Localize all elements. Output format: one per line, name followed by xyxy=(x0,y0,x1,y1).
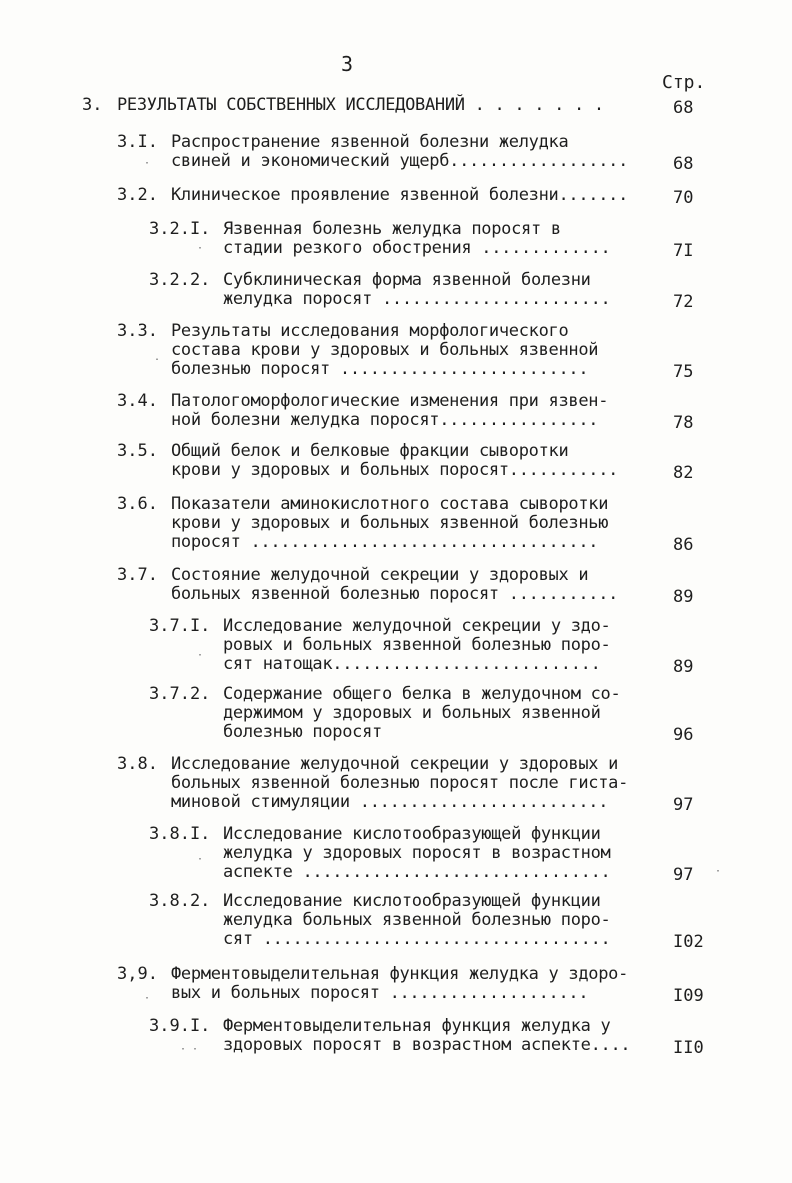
toc-entry-page: I09 xyxy=(673,986,704,1006)
toc-entry-number: 3,9. xyxy=(117,964,158,984)
toc-entry-line: Исследование кислотообразующей функции xyxy=(223,824,601,844)
toc-entry-page: 89 xyxy=(673,587,694,607)
toc-entry-page: 82 xyxy=(673,463,694,483)
toc-entry-line: аспекте ............................... xyxy=(223,862,611,882)
toc-entry-page: 68 xyxy=(673,98,694,118)
toc-entry-line: Ферментовыделительная функция желудка у xyxy=(223,1016,611,1036)
toc-entry-number: 3.8. xyxy=(117,754,158,774)
toc-entry-number: 3.7.I. xyxy=(149,616,211,636)
toc-entry-line: Показатели аминокислотного состава сыворотки xyxy=(171,494,609,514)
toc-entry-number: 3.2. xyxy=(117,185,158,205)
toc-entry-line: состава крови у здоровых и больных язвенной xyxy=(171,340,599,360)
toc-entry-number: 3.6. xyxy=(117,494,158,514)
toc-entry-number: 3.5. xyxy=(117,441,158,461)
toc-entry-line: желудка поросят ....................... xyxy=(223,289,611,309)
toc-entry-line: ровых и больных язвенной болезнью поро- xyxy=(223,635,611,655)
page-number: 3 xyxy=(341,52,354,76)
toc-entry-line: больных язвенной болезнью поросят ........... xyxy=(171,584,619,604)
toc-entry-page: 70 xyxy=(673,188,694,208)
toc-entry-page: 97 xyxy=(673,795,694,815)
toc-entry-line: крови у здоровых и больных язвенной болезнью xyxy=(171,513,609,533)
toc-entry-page: 78 xyxy=(673,413,694,433)
toc-entry-line: Распространение язвенной болезни желудка xyxy=(171,132,569,152)
scan-speck: · · xyxy=(180,1044,199,1055)
toc-entry-number: 3.7.2. xyxy=(149,684,211,704)
toc-entry-line: Содержание общего белка в желудочном со- xyxy=(223,684,621,704)
toc-entry-number: 3.9.I. xyxy=(149,1016,211,1036)
toc-entry-line: сят натощак........................... xyxy=(223,654,601,674)
pages-column-label: Стр. xyxy=(662,72,706,93)
toc-entry-line: Исследование желудочной секреции у здоровых и xyxy=(171,754,619,774)
toc-entry-line: Патологоморфологические изменения при язвен- xyxy=(171,391,609,411)
toc-entry-line: Субклиническая форма язвенной болезни xyxy=(223,270,591,290)
toc-entry-page: 97 xyxy=(673,865,694,885)
toc-entry-line: желудка больных язвенной болезнью поро- xyxy=(223,910,611,930)
toc-entry-line: держимом у здоровых и больных язвенной xyxy=(223,703,601,723)
toc-entry-line: больных язвенной болезнью поросят после гиста- xyxy=(171,773,629,793)
toc-entry-number: 3. xyxy=(82,95,103,115)
toc-entry-page: 75 xyxy=(673,362,694,382)
toc-entry-line: свиней и экономический ущерб.................. xyxy=(171,151,629,171)
toc-entry-line: вых и больных поросят .................... xyxy=(171,983,589,1003)
toc-entry-page: 86 xyxy=(673,535,694,555)
scan-speck: . xyxy=(154,352,161,363)
toc-entry-line: миновой стимуляции ......................... xyxy=(171,792,609,812)
toc-entry-number: 3.I. xyxy=(117,132,158,152)
toc-entry-line: ной болезни желудка поросят................ xyxy=(171,410,599,430)
toc-entry-line: поросят ................................... xyxy=(171,532,599,552)
scan-speck: · xyxy=(144,993,151,1004)
toc-entry-page: 7I xyxy=(673,241,694,261)
toc-entry-line: здоровых поросят в возрастном аспекте.... xyxy=(223,1035,631,1055)
scan-speck: · xyxy=(715,866,722,877)
toc-entry-page: II0 xyxy=(673,1038,704,1058)
toc-entry-line: Состояние желудочной секреции у здоровых и xyxy=(171,565,589,585)
scan-speck: · xyxy=(144,158,151,169)
toc-entry-line: Язвенная болезнь желудка поросят в xyxy=(223,219,561,239)
toc-entry-line: Результаты исследования морфологического xyxy=(171,321,569,341)
toc-entry-number: 3.8.2. xyxy=(149,891,211,911)
toc-entry-line: Общий белок и белковые фракции сыворотки xyxy=(171,441,569,461)
toc-entry-page: 96 xyxy=(673,725,694,745)
toc-entry-line: крови у здоровых и больных поросят........... xyxy=(171,460,619,480)
toc-entry-line: болезнью поросят ......................... xyxy=(171,359,589,379)
toc-entry-line: Ферментовыделительная функция желудка у здоро- xyxy=(171,964,629,984)
scan-speck: · xyxy=(197,650,204,661)
toc-entry-page: 68 xyxy=(673,154,694,174)
toc-entry-number: 3.4. xyxy=(117,391,158,411)
toc-entry-line: РЕЗУЛЬТАТЫ СОБСТВЕННЫХ ИССЛЕДОВАНИЙ . . . . . . . xyxy=(117,95,604,115)
toc-entry-page: 72 xyxy=(673,292,694,312)
toc-entry-line: Клиническое проявление язвенной болезни....... xyxy=(171,185,629,205)
scan-speck: · xyxy=(197,854,204,865)
toc-entry-page: I02 xyxy=(673,932,704,952)
toc-entry-number: 3.2.2. xyxy=(149,270,211,290)
toc-entry-line: стадии резкого обострения ............. xyxy=(223,238,611,258)
toc-entry-line: Исследование желудочной секреции у здо- xyxy=(223,616,611,636)
toc-entry-line: сят ................................... xyxy=(223,929,611,949)
toc-entry-number: 3.7. xyxy=(117,565,158,585)
toc-entry-page: 89 xyxy=(673,657,694,677)
toc-entry-line: Исследование кислотообразующей функции xyxy=(223,891,601,911)
toc-entry-number: 3.8.I. xyxy=(149,824,211,844)
toc-entry-line: болезнью поросят xyxy=(223,722,382,742)
toc-entry-number: 3.3. xyxy=(117,321,158,341)
scan-speck: · xyxy=(197,243,204,254)
toc-entry-number: 3.2.I. xyxy=(149,219,211,239)
toc-entry-line: желудка у здоровых поросят в возрастном xyxy=(223,843,611,863)
